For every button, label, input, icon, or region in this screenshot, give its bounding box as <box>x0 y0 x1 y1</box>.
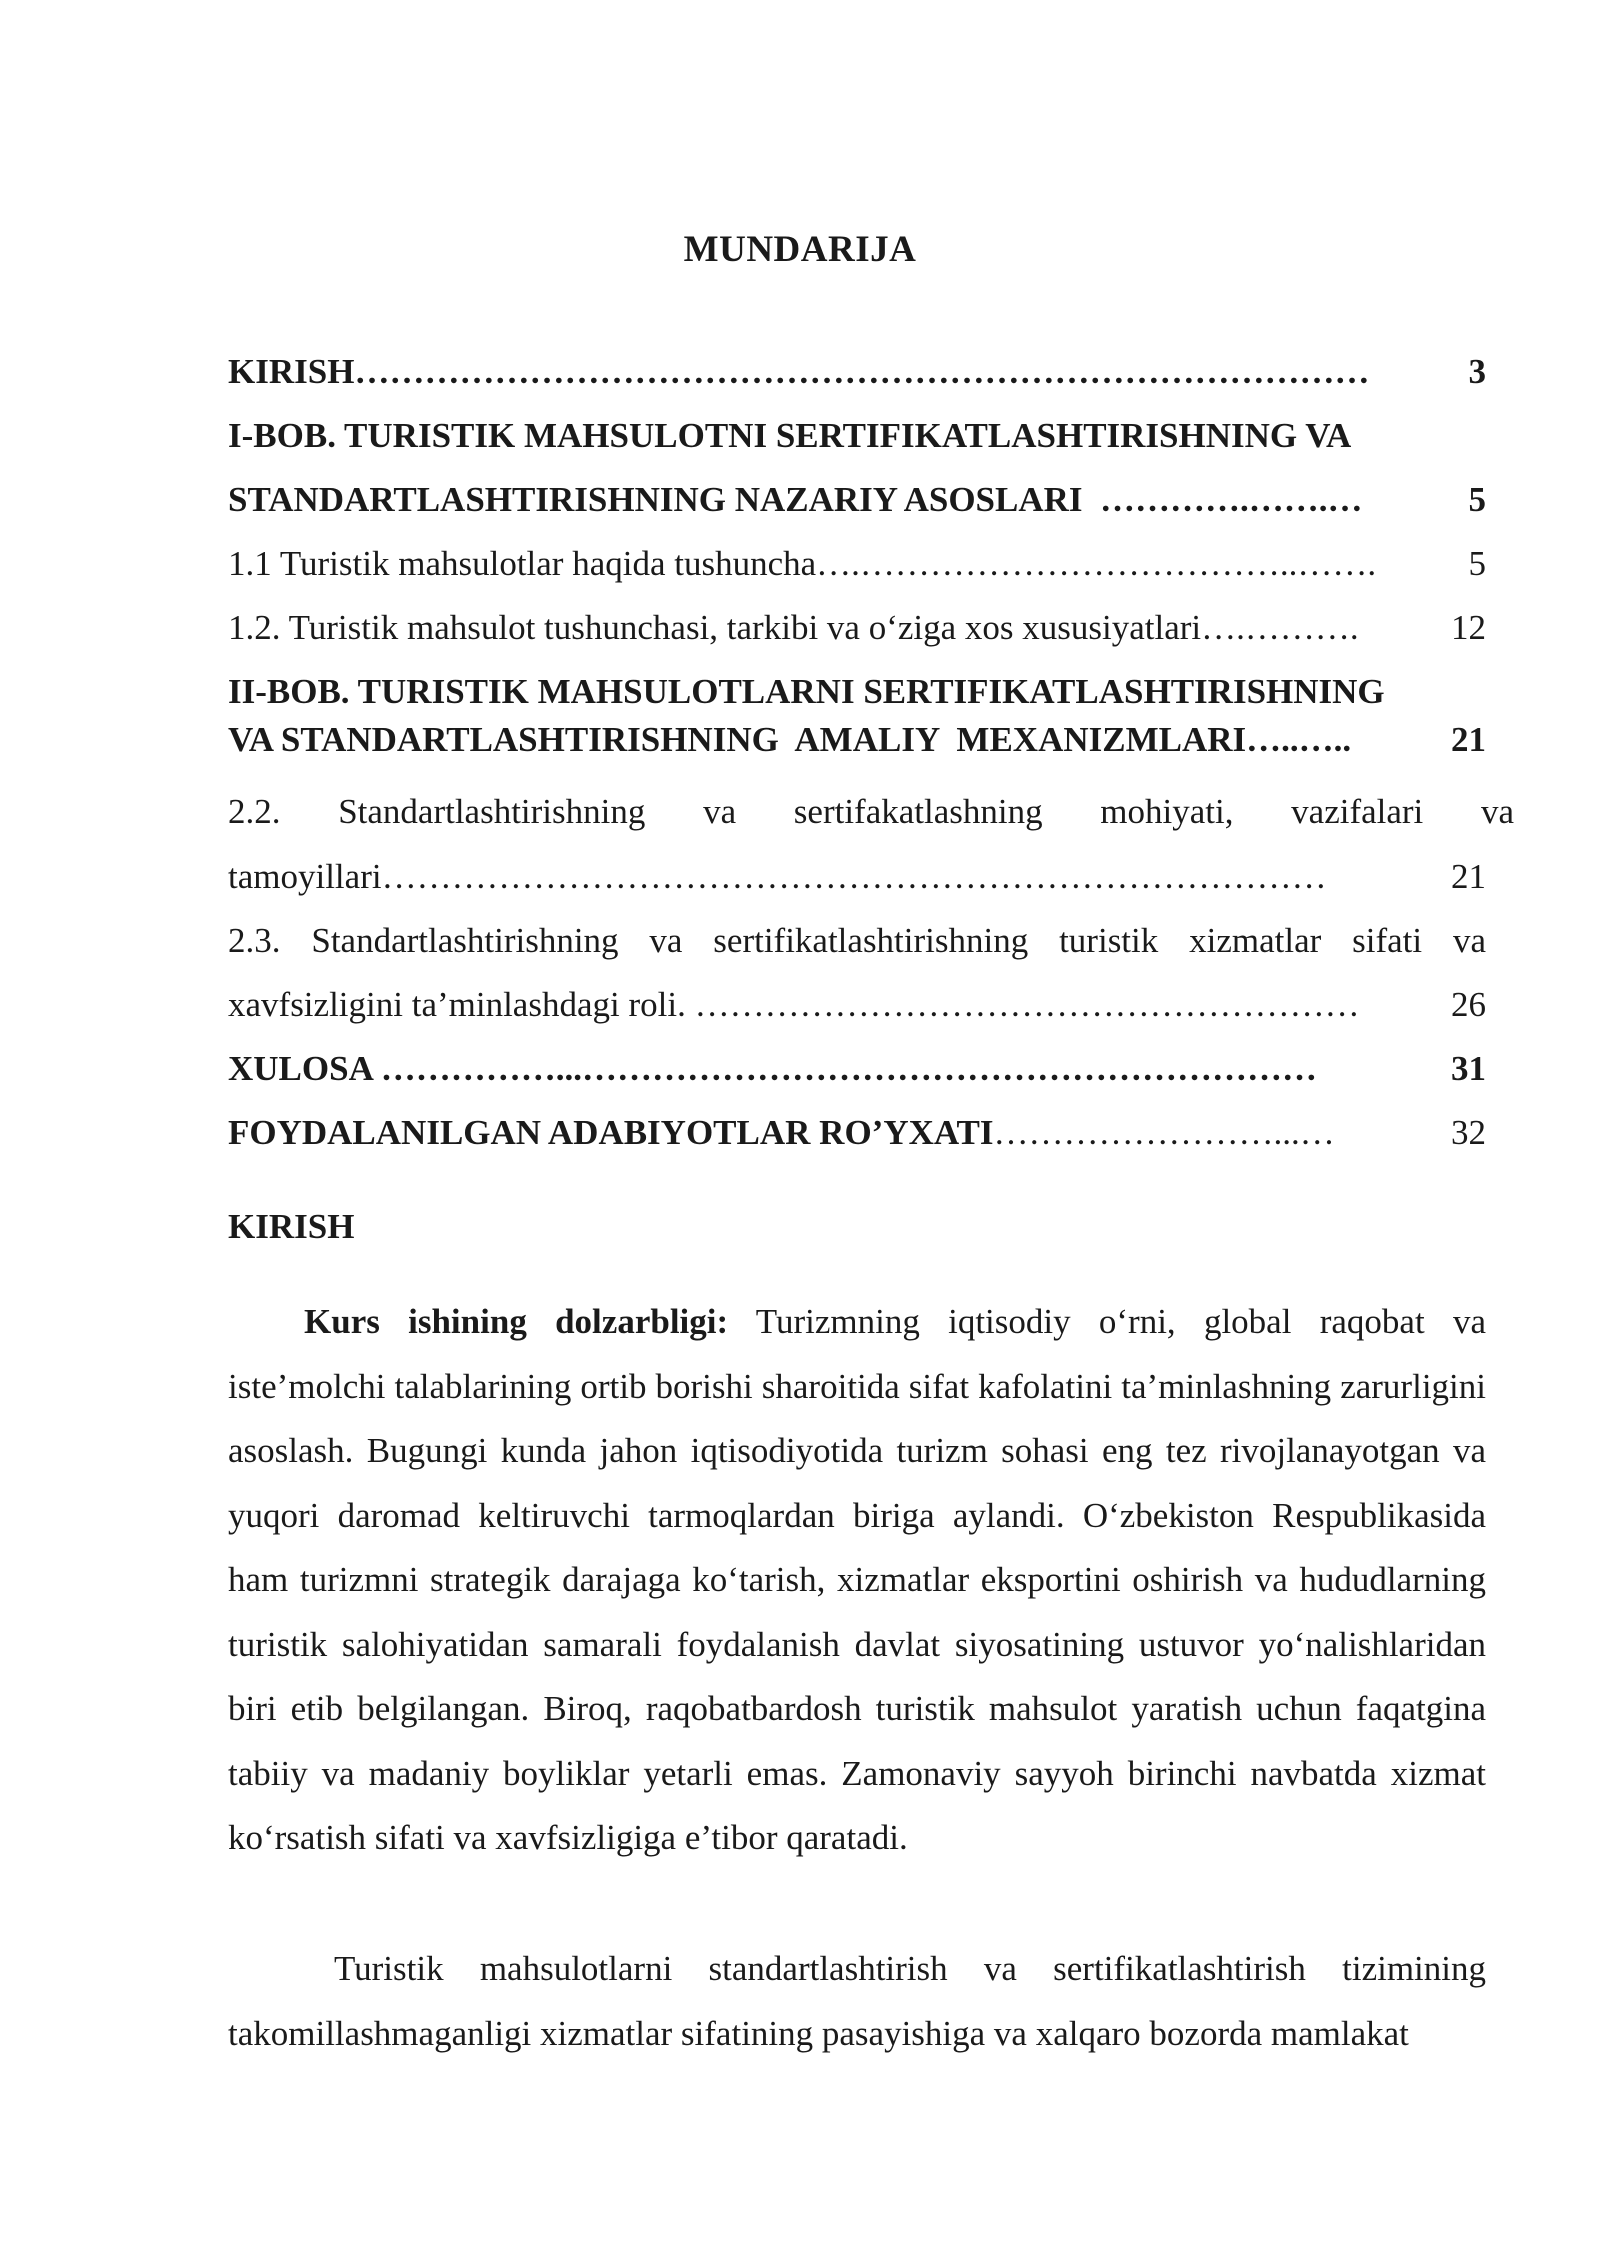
toc-entry-section-2-2[interactable] <box>228 855 1486 899</box>
toc-page-number: 32 <box>1442 1113 1486 1152</box>
toc-entry-chapter1[interactable] <box>228 478 1486 522</box>
toc-page-number: 3 <box>1468 352 1486 391</box>
toc-dots: ….………………………………..……. <box>816 544 1377 583</box>
section-heading-kirish: KIRISH <box>228 1207 355 1246</box>
toc-label: tamoyillari <box>228 857 382 896</box>
toc-page-number: 31 <box>1451 1049 1486 1088</box>
body-paragraph-1 <box>228 1290 1486 1871</box>
toc-label: VA STANDARTLASHTIRISHNING AMALIY MEXANIZMLARI <box>228 720 1247 759</box>
toc-label: 1.2. Turistik mahsulot tushunchasi, tarkibi va o‘ziga xos xususiyatlari <box>228 608 1202 647</box>
toc-section-2-3-line1[interactable]: 2.3. Standartlashtirishning va sertifikatlashtirishning turistik xizmatlar sifati va <box>228 921 1486 960</box>
toc-dots: …………………………………………………………………………… <box>354 352 1370 391</box>
toc-label: STANDARTLASHTIRISHNING NAZARIY ASOSLARI <box>228 480 1101 519</box>
toc-entry-kirish[interactable] <box>228 350 1486 394</box>
toc-section-2-2-line1[interactable]: 2.2. Standartlashtirishning va sertifakatlashning mohiyati, vazifalari va <box>228 792 1514 831</box>
toc-entry-section-1-1[interactable] <box>228 542 1486 586</box>
toc-dots: ………….…….… <box>1100 480 1363 519</box>
paragraph-lead: Kurs ishining dolzarbligi: <box>304 1302 729 1341</box>
toc-page-number: 21 <box>1451 857 1486 896</box>
toc-entry-section-1-2[interactable] <box>228 606 1486 650</box>
page-title: MUNDARIJA <box>683 229 917 270</box>
paragraph-text: Turizmning iqtisodiy o‘rni, global raqobat va iste’molchi talablarining ortib borishi sharoitida sifat kafolatini ta’minlashning zarurligini asoslash. Bugungi kunda jahon iqtisodiyotida turizm sohasi eng tez rivojlanayotgan va yuqori daromad keltiruvchi tarmoqlardan biriga aylandi. O‘zbekiston Respublikasida ham turizmni strategik darajaga ko‘tarish, xizmatlar eksportini oshirish va hududlarning turistik salohiyatidan samarali foydalanish davlat siyosatining ustuvor yo‘nalishlaridan biri etib belgilangan. Biroq, raqobatbardosh turistik mahsulot yaratish uchun faqatgina tabiiy va madaniy boyliklar yetarli emas. Zamonaviy sayyoh birinchi navbatda xizmat ko‘rsatish sifati va xavfsizligiga e’tibor qaratadi. <box>228 1302 1486 1857</box>
body-paragraph-2 <box>228 1937 1486 2066</box>
toc-page-number: 5 <box>1468 544 1486 583</box>
toc-entry-section-2-3[interactable] <box>228 983 1486 1027</box>
toc-label: xavfsizligini ta’minlashdagi roli. <box>228 985 695 1024</box>
toc-page-number: 21 <box>1451 720 1486 759</box>
toc-dots: ……………………...… <box>993 1113 1335 1152</box>
paragraph-text: Turistik mahsulotlarni standartlashtirish va sertifikatlashtirish tizimining takomillashmaganligi xizmatlar sifatining pasayishiga va xalqaro bozorda mamlakat <box>228 1949 1486 2053</box>
toc-chapter1-title-line1[interactable]: I-BOB. TURISTIK MAHSULOTNI SERTIFIKATLASHTIRISHNING VA <box>228 416 1352 455</box>
toc-chapter2-title-line1[interactable]: II-BOB. TURISTIK MAHSULOTLARNI SERTIFIKATLASHTIRISHNING <box>228 672 1385 711</box>
toc-entry-xulosa[interactable] <box>228 1047 1486 1091</box>
toc-page-number: 12 <box>1451 608 1486 647</box>
toc-entry-adabiyotlar[interactable] <box>228 1111 1486 1155</box>
toc-label: FOYDALANILGAN ADABIYOTLAR RO’YXATI <box>228 1113 994 1152</box>
toc-page-number: 26 <box>1451 985 1486 1024</box>
toc-label: 1.1 Turistik mahsulotlar haqida tushuncha <box>228 544 817 583</box>
toc-dots: ….………. <box>1201 608 1359 647</box>
toc-page-number: 5 <box>1468 480 1486 519</box>
toc-label: XULOSA <box>228 1049 381 1088</box>
toc-dots: ………………………………………………… <box>694 985 1360 1024</box>
toc-dots: …..….. <box>1246 720 1352 759</box>
toc-dots: ……………………………………………………………………… <box>381 857 1327 896</box>
toc-dots: ……………...……………………………………………………… <box>380 1049 1317 1088</box>
toc-label: KIRISH <box>228 352 355 391</box>
toc-entry-chapter2[interactable] <box>228 718 1486 762</box>
